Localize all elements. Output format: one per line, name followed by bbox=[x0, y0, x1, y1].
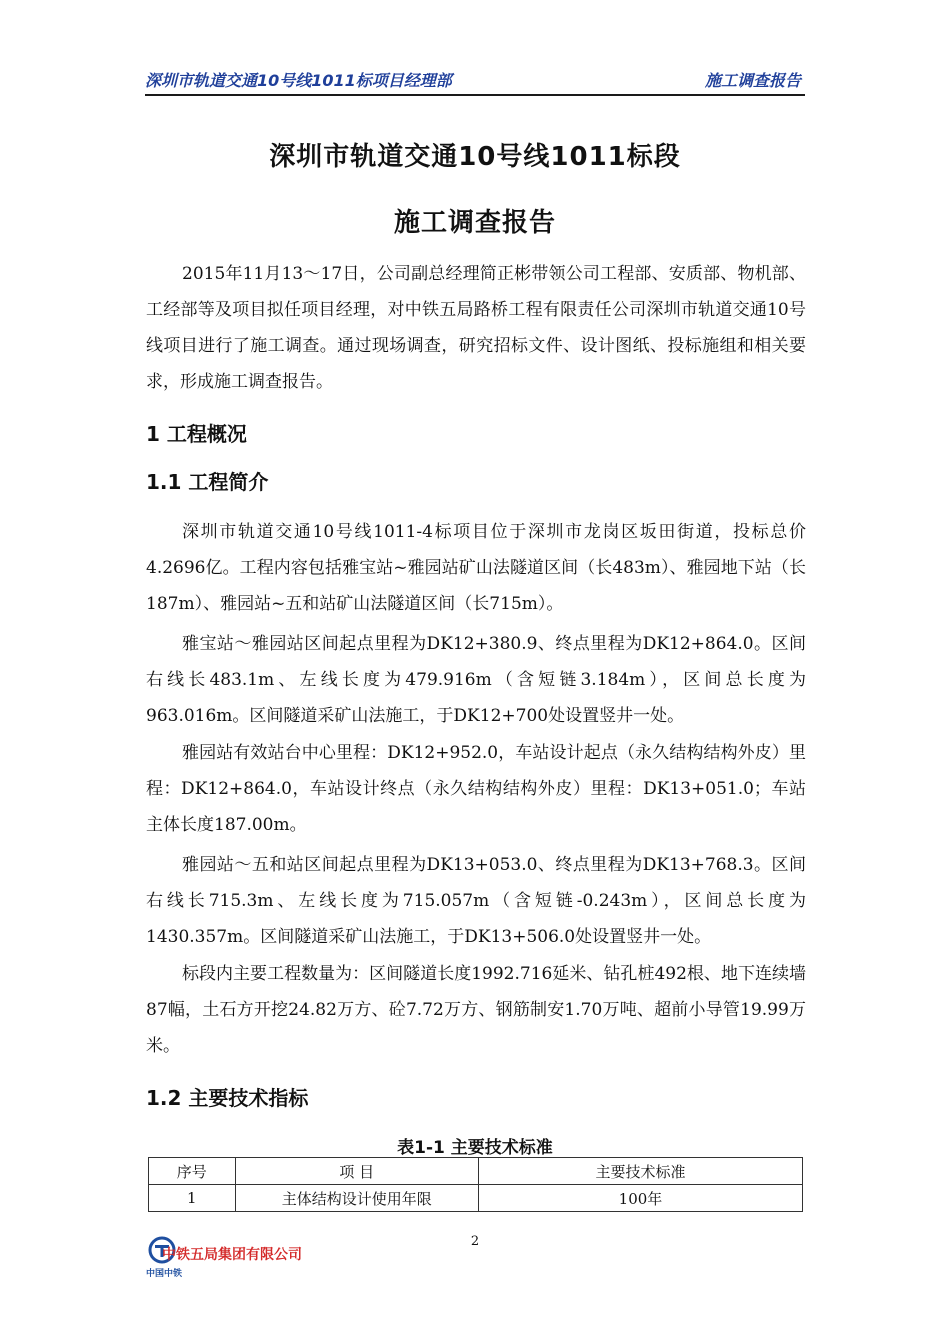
table-caption: 表1-1 主要技术标准 bbox=[397, 1138, 553, 1158]
page-header bbox=[145, 66, 805, 96]
footer-brand-name: 中国中铁 bbox=[146, 1269, 183, 1279]
footer-company-name: 中铁五局集团有限公司 bbox=[162, 1247, 302, 1263]
table-cell: 1 bbox=[149, 1185, 236, 1212]
section-heading-1-1: 1.1 工程简介 bbox=[146, 470, 269, 494]
table-cell: 100年 bbox=[478, 1185, 802, 1212]
header-right-text: 施工调查报告 bbox=[704, 71, 801, 90]
body-paragraph: 深圳市轨道交通10号线1011-4标项目位于深圳市龙岗区坂田街道，投标总价4.2696亿。工程内容包括雅宝站~雅园站矿山法隧道区间（长483m）、雅园地下站（长187m）、雅园站~五和站矿山法隧道区间（长715m）。 bbox=[146, 522, 806, 614]
header-left-text: 深圳市轨道交通10号线1011标项目经理部 bbox=[145, 71, 452, 90]
technical-standards-table bbox=[148, 1157, 803, 1212]
body-paragraph: 雅宝站～雅园站区间起点里程为DK12+380.9、终点里程为DK12+864.0。区间右线长483.1m、左线长度为479.916m（含短链3.184m），区间总长度为963.016m。区间隧道采矿山法施工，于DK12+700处设置竖井一处。 bbox=[146, 634, 806, 726]
table-header-cell: 主要技术标准 bbox=[478, 1158, 802, 1185]
body-paragraph: 雅园站～五和站区间起点里程为DK13+053.0、终点里程为DK13+768.3。区间右线长715.3m、左线长度为715.057m（含短链-0.243m），区间总长度为1430.357m。区间隧道采矿山法施工，于DK13+506.0处设置竖井一处。 bbox=[146, 855, 806, 947]
section-heading-1: 1 工程概况 bbox=[146, 422, 247, 446]
intro-paragraph: 2015年11月13～17日，公司副总经理简正彬带领公司工程部、安质部、物机部、工经部等及项目拟任项目经理，对中铁五局路桥工程有限责任公司深圳市轨道交通10号线项目进行了施工调查。通过现场调查，研究招标文件、设计图纸、投标施组和相关要求，形成施工调查报告。 bbox=[146, 264, 806, 392]
table-cell: 主体结构设计使用年限 bbox=[235, 1185, 478, 1212]
table-header-cell: 序号 bbox=[149, 1158, 236, 1185]
table-header-cell: 项 目 bbox=[235, 1158, 478, 1185]
footer-logo bbox=[146, 1236, 336, 1280]
table-header-row bbox=[149, 1158, 803, 1185]
page-number: 2 bbox=[470, 1234, 480, 1249]
body-paragraph: 雅园站有效站台中心里程：DK12+952.0，车站设计起点（永久结构结构外皮）里程：DK12+864.0，车站设计终点（永久结构结构外皮）里程：DK13+051.0；车站主体长度187.00m。 bbox=[146, 743, 806, 835]
document-title-line1: 深圳市轨道交通10号线1011标段 bbox=[269, 142, 681, 172]
document-title-line2: 施工调查报告 bbox=[393, 208, 556, 238]
body-paragraph: 标段内主要工程数量为：区间隧道长度1992.716延米、钻孔桩492根、地下连续墙87幅，土石方开挖24.82万方、砼7.72万方、钢筋制安1.70万吨、超前小导管19.99万米。 bbox=[146, 964, 806, 1056]
table-row bbox=[149, 1185, 803, 1212]
section-heading-1-2: 1.2 主要技术指标 bbox=[146, 1086, 309, 1110]
